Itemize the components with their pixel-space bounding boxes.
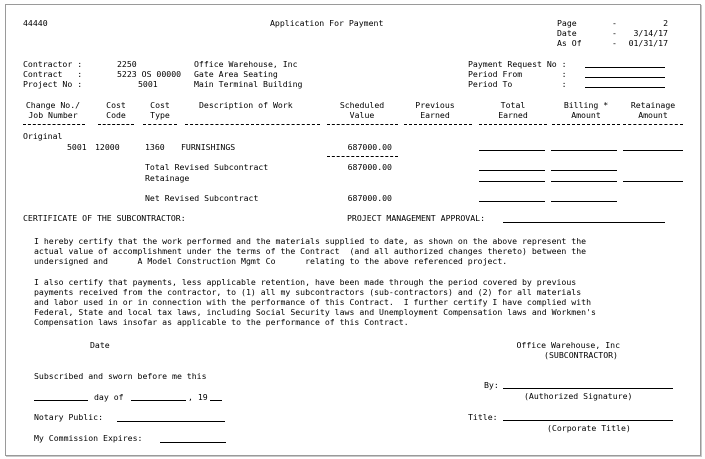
title-line <box>503 420 673 421</box>
payment-request-label: Payment Request No : <box>468 59 567 69</box>
authorized-signature-caption: (Authorized Signature) <box>524 391 633 401</box>
col-billing-2: Amount <box>571 110 601 120</box>
date-sep: - <box>612 28 617 38</box>
row-description: FURNISHINGS <box>181 142 236 152</box>
period-to-label: Period To : <box>468 79 567 89</box>
col-scheduled-1: Scheduled <box>339 100 385 110</box>
commission-label: My Commission Expires: <box>34 433 143 443</box>
paragraph2-line2: payments received from the contractor, to (1) all my subcontractors (sub-contractors) and (2) for all materials <box>34 287 582 297</box>
rule-previous <box>404 124 472 125</box>
row-billing-line <box>551 150 617 151</box>
as-of-sep: - <box>612 38 617 48</box>
col-billing-1: Billing * <box>563 100 609 110</box>
retainage-billing-line <box>551 181 617 182</box>
rule-change-no <box>23 124 85 125</box>
rule-description <box>185 124 320 125</box>
net-revised-label: Net Revised Subcontract <box>145 193 259 203</box>
rule-retainage <box>623 124 683 125</box>
as-of-label: As Of <box>557 38 582 48</box>
row-retainage-line <box>623 150 683 151</box>
col-cost-type-1: Cost <box>150 100 170 110</box>
revised-total-label: Total Revised Subcontract <box>145 162 269 172</box>
project-name: Main Terminal Building <box>194 79 303 89</box>
contract-number: 5223 OS 00000 <box>117 69 182 79</box>
subscribed-text: Subscribed and sworn before me this <box>34 371 207 381</box>
page-sep: - <box>612 18 617 28</box>
date-label: Date <box>557 28 577 38</box>
period-from-line <box>585 77 665 78</box>
section-original: Original <box>23 131 63 141</box>
rule-billing <box>552 124 620 125</box>
col-total-1: Total <box>500 100 526 110</box>
subcontractor-caption: (SUBCONTRACTOR) <box>544 350 618 360</box>
col-job-number: Job Number <box>28 110 78 120</box>
paragraph1-line2: actual value of accomplishment under the terms of the Contract (and all authorized changes thereto) between the <box>34 246 587 256</box>
period-from-label: Period From : <box>468 69 567 79</box>
subtotal-rule <box>327 156 398 157</box>
row-scheduled-value: 687000.00 <box>347 142 392 152</box>
paragraph1-line3: undersigned and A Model Construction Mgmt Co relating to the above referenced project. <box>34 256 508 266</box>
revised-total-line <box>479 170 545 171</box>
month-blank-line <box>131 400 186 401</box>
row-cost-type: 1360 <box>145 142 165 152</box>
col-description: Description of Work <box>199 100 293 110</box>
revised-billing-line <box>551 170 617 171</box>
revised-total-value: 687000.00 <box>347 162 392 172</box>
notary-label: Notary Public: <box>34 412 104 422</box>
net-revised-value: 687000.00 <box>347 193 392 203</box>
row-job-number: 5001 <box>67 142 87 152</box>
date-value: 3/14/17 <box>633 28 668 38</box>
col-previous-1: Previous <box>415 100 455 110</box>
period-to-line <box>585 87 665 88</box>
row-total-line <box>479 150 545 151</box>
by-label: By: <box>484 380 499 390</box>
contractor-name: Office Warehouse, Inc <box>194 59 298 69</box>
net-billing-line <box>551 201 617 202</box>
contract-label: Contract : <box>23 69 83 79</box>
notary-line <box>117 421 225 422</box>
paragraph2-line3: and labor used in or in connection with the performance of this Contract. I further certify I have complied with <box>34 297 592 307</box>
paragraph2-line5: Compensation laws insofar as applicable to the performance of this Contract. <box>34 317 409 327</box>
paragraph1-line1: I hereby certify that the work performed and the materials supplied to date, as shown on the above represent the <box>34 236 587 246</box>
net-total-line <box>479 201 545 202</box>
as-of-value: 01/31/17 <box>628 38 668 48</box>
corporate-title-caption: (Corporate Title) <box>547 423 631 433</box>
day-blank-line <box>34 400 88 401</box>
contractor-label: Contractor : <box>23 59 83 69</box>
col-cost-code-2: Code <box>106 110 126 120</box>
col-change-no: Change No./ <box>25 100 81 110</box>
signature-line <box>503 388 673 389</box>
retainage-label: Retainage <box>145 173 190 183</box>
payment-request-line <box>585 67 665 68</box>
certificate-heading: CERTIFICATE OF THE SUBCONTRACTOR: <box>23 213 186 223</box>
project-label: Project No : <box>23 79 83 89</box>
col-scheduled-2: Value <box>349 110 375 120</box>
contractor-number: 2250 <box>117 59 137 69</box>
project-number: 5001 <box>138 79 158 89</box>
page-number: 2 <box>663 18 668 28</box>
retainage-retainage-line <box>623 181 683 182</box>
report-id: 44440 <box>23 18 48 28</box>
day-text: day of <box>94 392 124 402</box>
col-cost-type-2: Type <box>150 110 170 120</box>
col-previous-2: Earned <box>420 110 450 120</box>
page-title: Application For Payment <box>270 18 384 28</box>
rule-scheduled <box>327 124 398 125</box>
col-retainage-1: Retainage <box>630 100 676 110</box>
title-label: Title: <box>468 412 498 422</box>
paragraph2-line4: Federal, State and local tax laws, including Social Security laws and Unemployment Compensation laws and Workmen's <box>34 307 596 317</box>
rule-cost-code <box>98 124 134 125</box>
row-cost-code: 12000 <box>95 142 120 152</box>
col-retainage-2: Amount <box>638 110 668 120</box>
approval-line <box>503 222 665 223</box>
signer-company: Office Warehouse, Inc <box>516 340 620 350</box>
col-cost-code-1: Cost <box>106 100 126 110</box>
col-total-2: Earned <box>498 110 528 120</box>
date-caption: Date <box>90 340 110 350</box>
year-prefix: , 19 <box>188 392 208 402</box>
rule-total <box>479 124 547 125</box>
commission-line <box>160 442 226 443</box>
approval-label: PROJECT MANAGEMENT APPROVAL: <box>347 213 486 223</box>
year-blank-line <box>210 400 222 401</box>
paragraph2-line1: I also certify that payments, less applicable retention, have been made through the period covered by previous <box>34 277 577 287</box>
rule-cost-type <box>143 124 177 125</box>
contract-description: Gate Area Seating <box>194 69 278 79</box>
retainage-total-line <box>479 181 545 182</box>
page-label: Page <box>557 18 577 28</box>
